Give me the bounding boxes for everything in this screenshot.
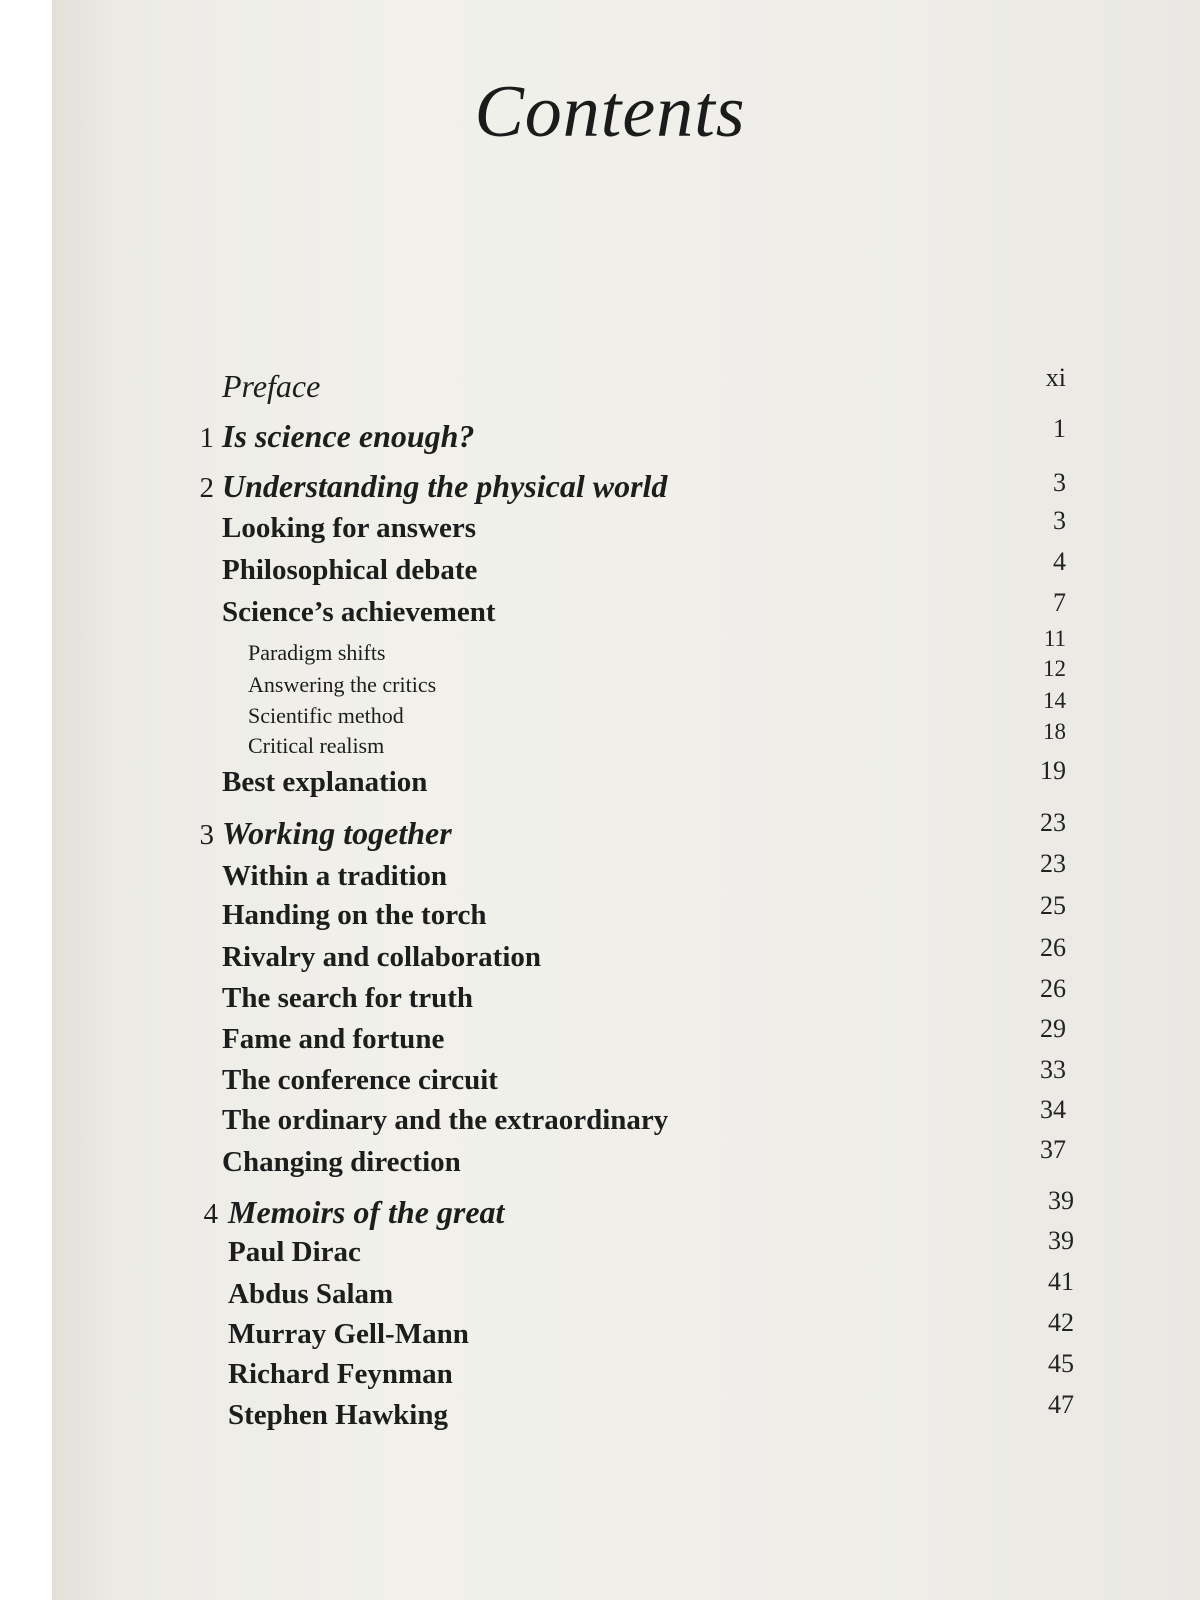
section-title: The search for truth: [222, 982, 474, 1014]
section-title: Critical realism: [248, 733, 385, 758]
section-title: Science’s achievement: [222, 596, 496, 628]
page-number: 12: [1043, 656, 1066, 681]
chapter-title: Is science enough?: [222, 418, 475, 454]
page-number: 19: [1040, 756, 1066, 785]
page-number: 23: [1040, 808, 1066, 837]
section-title: Changing direction: [222, 1146, 461, 1178]
page-number: 33: [1040, 1055, 1066, 1084]
section-title: Rivalry and collaboration: [222, 941, 542, 973]
page-number: 18: [1043, 719, 1066, 744]
preface-title: Preface: [222, 368, 321, 404]
page-number: 14: [1043, 688, 1066, 713]
chapter-title: Memoirs of the great: [228, 1194, 505, 1230]
page-title: Contents: [474, 71, 746, 153]
section-title: Paul Dirac: [228, 1236, 361, 1268]
chapter-number: 4: [203, 1198, 218, 1230]
page-number: 1: [1053, 414, 1066, 443]
chapter-number: 3: [199, 819, 214, 851]
page-number: 3: [1053, 468, 1066, 497]
page-number: 39: [1048, 1186, 1074, 1215]
section-title: Abdus Salam: [228, 1278, 394, 1310]
section-title: Answering the critics: [248, 672, 437, 697]
page-number: 11: [1043, 626, 1066, 651]
section-title: Paradigm shifts: [248, 640, 386, 665]
page-number: 29: [1040, 1014, 1066, 1043]
section-title: Looking for answers: [222, 512, 477, 544]
section-title: Stephen Hawking: [228, 1399, 448, 1431]
page-number: 34: [1040, 1095, 1066, 1124]
page-number: 4: [1053, 547, 1066, 576]
section-title: Philosophical debate: [222, 554, 478, 586]
section-title: Handing on the torch: [222, 899, 487, 931]
page-number: 37: [1040, 1135, 1066, 1164]
page-number: 25: [1040, 891, 1066, 920]
chapter-number: 1: [199, 422, 214, 454]
page-number: 45: [1048, 1349, 1074, 1378]
section-title: Fame and fortune: [222, 1023, 445, 1055]
section-title: The ordinary and the extraordinary: [222, 1104, 669, 1136]
section-title: Best explanation: [222, 766, 428, 798]
section-title: Scientific method: [248, 703, 404, 728]
page-number: 3: [1053, 506, 1066, 535]
page-number: xi: [1045, 363, 1066, 392]
section-title: The conference circuit: [222, 1064, 498, 1096]
page-number: 23: [1040, 849, 1066, 878]
chapter-title: Working together: [222, 815, 452, 851]
page-number: 26: [1040, 974, 1066, 1003]
section-title: Within a tradition: [222, 860, 448, 892]
section-title: Murray Gell-Mann: [228, 1318, 469, 1350]
chapter-title: Understanding the physical world: [222, 468, 668, 504]
page-number: 7: [1053, 588, 1066, 617]
page-number: 26: [1040, 933, 1066, 962]
page-number: 47: [1048, 1390, 1074, 1419]
page-number: 41: [1048, 1267, 1074, 1296]
page-number: 39: [1048, 1226, 1074, 1255]
page-number: 42: [1048, 1308, 1074, 1337]
chapter-number: 2: [199, 472, 214, 504]
section-title: Richard Feynman: [228, 1358, 453, 1390]
